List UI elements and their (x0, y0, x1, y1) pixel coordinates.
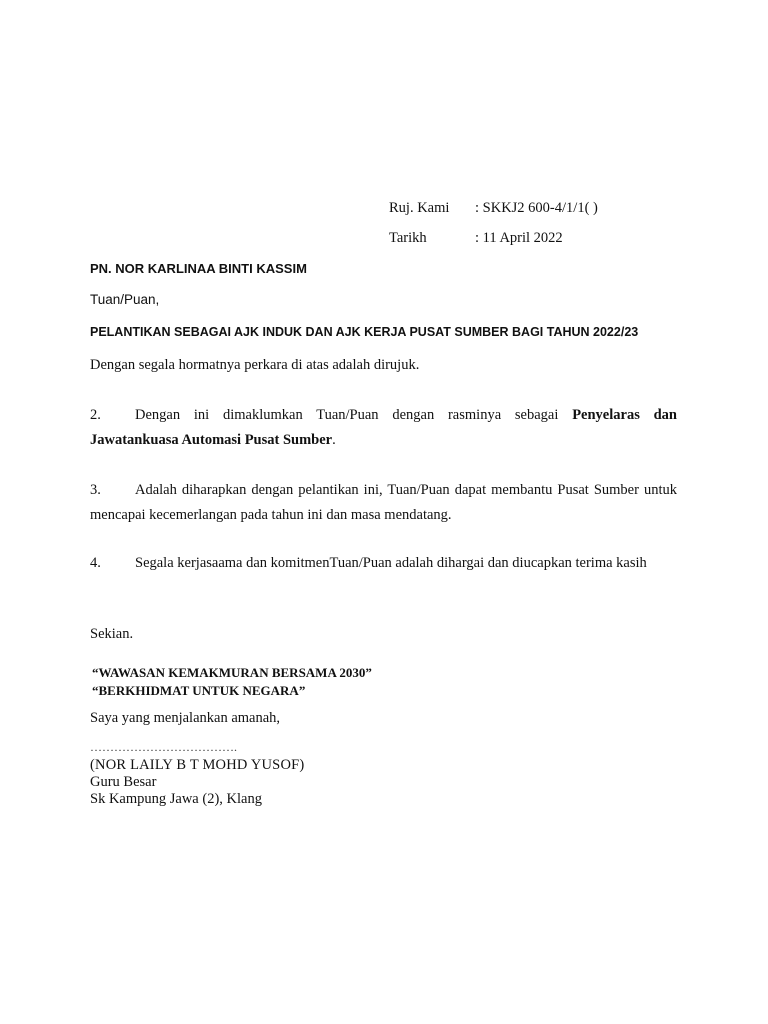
tarikh-label: Tarikh (389, 230, 427, 246)
paragraph-4-text: Segala kerjasaama dan komitmenTuan/Puan adalah dihargai dan diucapkan terima kasih (135, 555, 647, 571)
tarikh-value: : 11 April 2022 (475, 230, 563, 246)
paragraph-3 (90, 478, 677, 528)
closing-sekian: Sekian. (90, 626, 134, 642)
paragraph-2-text: Dengan ini dimaklumkan Tuan/Puan dengan rasminya sebagai (135, 407, 573, 423)
paragraph-2-end: . (332, 432, 336, 448)
recipient-name: PN. NOR KARLINAA BINTI KASSIM (90, 261, 307, 276)
paragraph-4 (90, 551, 677, 576)
paragraph-2-number: 2. (90, 407, 101, 423)
motto-wawasan: “WAWASAN KEMAKMURAN BERSAMA 2030” (92, 665, 372, 680)
signature-line: ………………………………. (90, 740, 237, 754)
signatory-name: (NOR LAILY B T MOHD YUSOF) (90, 757, 305, 773)
paragraph-3-text: Adalah diharapkan dengan pelantikan ini, Tuan/Puan dapat membantu Pusat Sumber untuk mencapai kecemerlangan pada tahun ini dan masa mendatang. (90, 482, 677, 523)
signatory-school: Sk Kampung Jawa (2), Klang (90, 791, 262, 807)
signatory-title: Guru Besar (90, 774, 157, 790)
signoff-line: Saya yang menjalankan amanah, (90, 710, 281, 726)
opening-line: Dengan segala hormatnya perkara di atas adalah dirujuk. (90, 357, 420, 373)
letter-subject: PELANTIKAN SEBAGAI AJK INDUK DAN AJK KERJA PUSAT SUMBER BAGI TAHUN 2022/23 (90, 325, 639, 339)
ruj-kami-value: : SKKJ2 600-4/1/1( ) (475, 200, 598, 216)
salutation: Tuan/Puan, (90, 292, 160, 307)
paragraph-2 (90, 403, 677, 453)
paragraph-3-number: 3. (90, 482, 101, 498)
motto-berkhidmat: “BERKHIDMAT UNTUK NEGARA” (92, 683, 306, 698)
paragraph-4-number: 4. (90, 555, 101, 571)
paragraph-2-bold-role: Penyelaras dan Jawatankuasa Automasi Pusat Sumber (90, 407, 678, 448)
ruj-kami-label: Ruj. Kami (389, 200, 450, 216)
